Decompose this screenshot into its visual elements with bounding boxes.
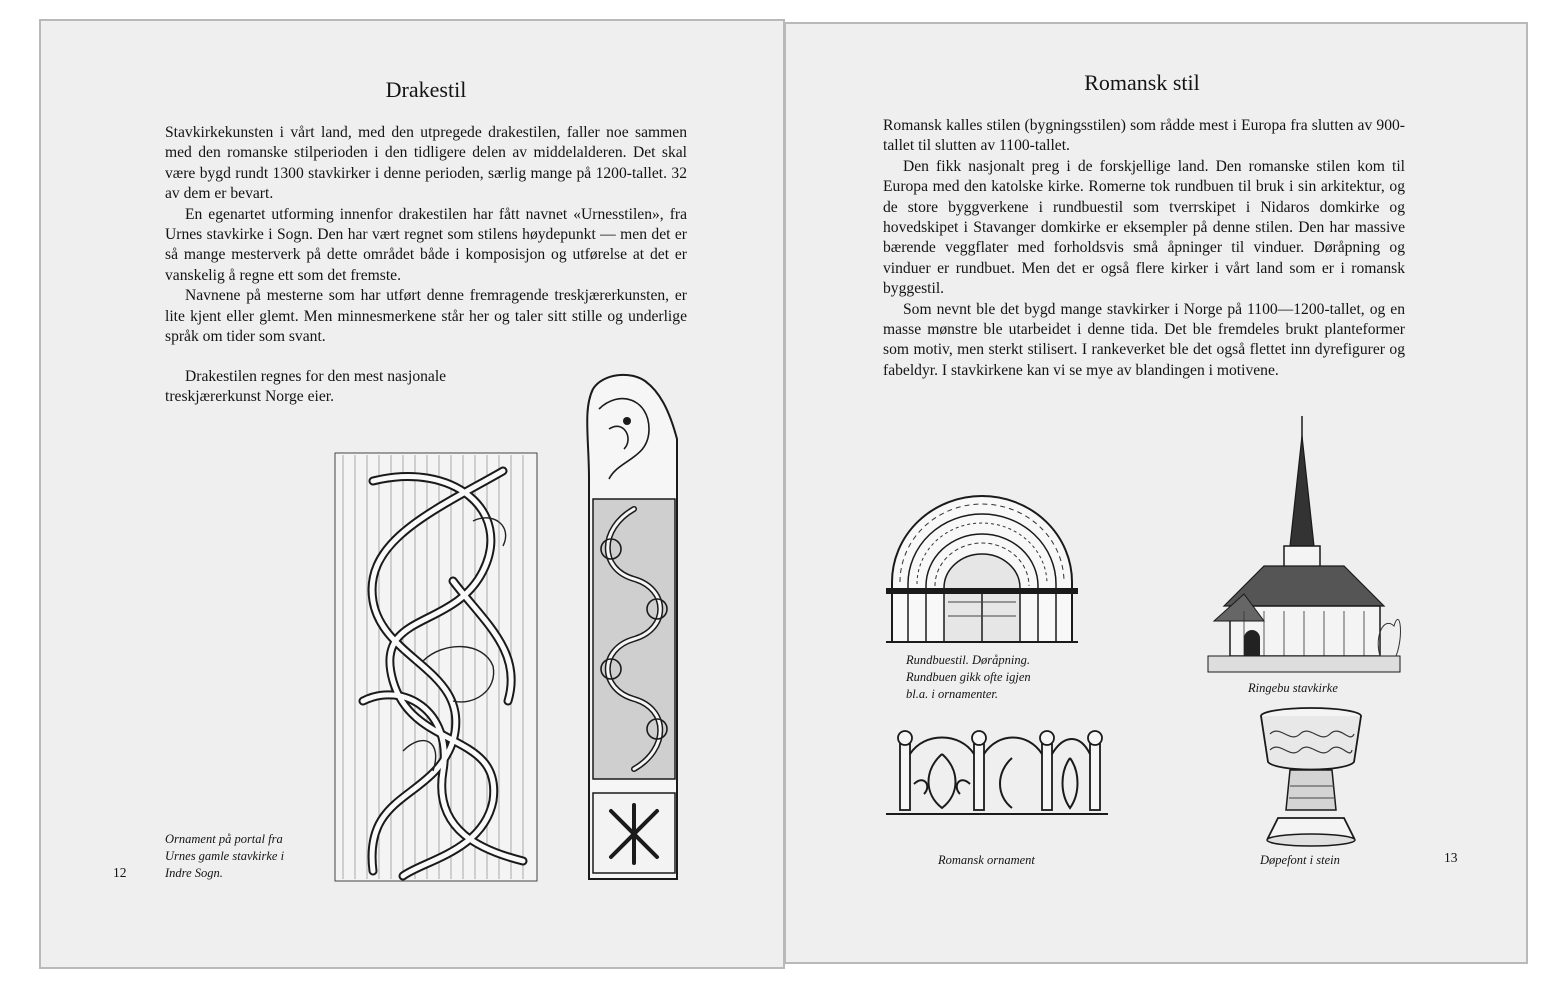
round-arch-doorway-illustration — [886, 492, 1078, 644]
closing-line: treskjærerkunst Norge eier. — [165, 388, 335, 406]
romanesque-ornament-illustration — [884, 724, 1110, 820]
paragraph: Den fikk nasjonalt preg i de forskjellige land. Den romanske stilen kom til Europa med den katolske kirke. Romerne tok rundbuen til bruk i sin arkitektur, og de store byggverkene i rundbuestil som tverrskipet i Nidaros domkirke og hovedskipet i Stavanger domkirke er eksempler på denne stilen. Den har massive bærende veggflater med forholdsvis små åpninger til vinduer. Døråpning og vinduer er rundbuet. Men det er også flere kirker i vårt land som er i romansk byggestil. — [883, 157, 1405, 298]
page-number: 13 — [1444, 850, 1458, 865]
closing-line: Drakestilen regnes for den mest nasjonale — [185, 368, 447, 385]
carved-plank-illustration — [579, 369, 687, 883]
paragraph: Navnene på mesterne som har utført denne fremragende treskjærerkunsten, er lite kjent eller glemt. Men minnesmerkene står her og taler sitt stille og underlige språk om tider som svant. — [165, 287, 687, 346]
baptismal-font-illustration — [1256, 706, 1366, 848]
ringebu-stave-church-illustration — [1204, 416, 1404, 674]
paragraph: En egenartet utforming innenfor drakestilen har fått navnet «Urnesstilen», fra Urnes stavkirke i Sogn. Den har vært regnet som stilens høydepunkt — men det er så mange mesterverk på dette området både i komposisjon og utførelse at det er vanskelig å regne ett som det fremste. — [165, 205, 687, 284]
urnes-portal-ornament-illustration — [333, 451, 539, 883]
ornament-caption: Romansk ornament — [938, 853, 1035, 867]
left-body-text — [165, 123, 687, 347]
paragraph: Stavkirkekunsten i vårt land, med den utpregede drakestilen, faller noe sammen med den romanske stilperioden i den tidligere delen av middelalderen. Det skal være bygd rundt 1300 stavkirker i denne perioden, særlig mange på 1200-tallet. 32 av dem er bevart. — [165, 124, 687, 203]
paragraph: Romansk kalles stilen (bygningsstilen) som rådde mest i Europa fra slutten av 900-tallet til slutten av 1100-tallet. — [883, 117, 1405, 155]
left-closing-text — [165, 367, 525, 408]
urnes-caption: Ornament på portal fra Urnes gamle stavkirke i Indre Sogn. — [165, 832, 285, 880]
right-body-text — [883, 116, 1405, 381]
left-page-title: Drakestil — [385, 77, 467, 102]
paragraph: Som nevnt ble det bygd mange stavkirker i Norge på 1100—1200-tallet, og en masse mønstre ble utarbeidet i denne tida. Det ble fremdeles brukt planteformer som motiv, men sterkt stilisert. I rankeverket ble det også flettet inn dyrefigurer og fabeldyr. I stavkirkene kan vi se mye av blandingen i motivene. — [883, 300, 1405, 379]
right-page-title: Romansk stil — [1084, 70, 1200, 95]
right-page — [784, 22, 1528, 964]
church-caption: Ringebu stavkirke — [1248, 681, 1338, 695]
doorway-caption: Rundbuestil. Døråpning. Rundbuen gikk ofte igjen bl.a. i ornamenter. — [906, 653, 1031, 701]
page-number: 12 — [113, 865, 127, 880]
font-caption: Døpefont i stein — [1260, 853, 1340, 867]
left-page — [39, 19, 785, 969]
